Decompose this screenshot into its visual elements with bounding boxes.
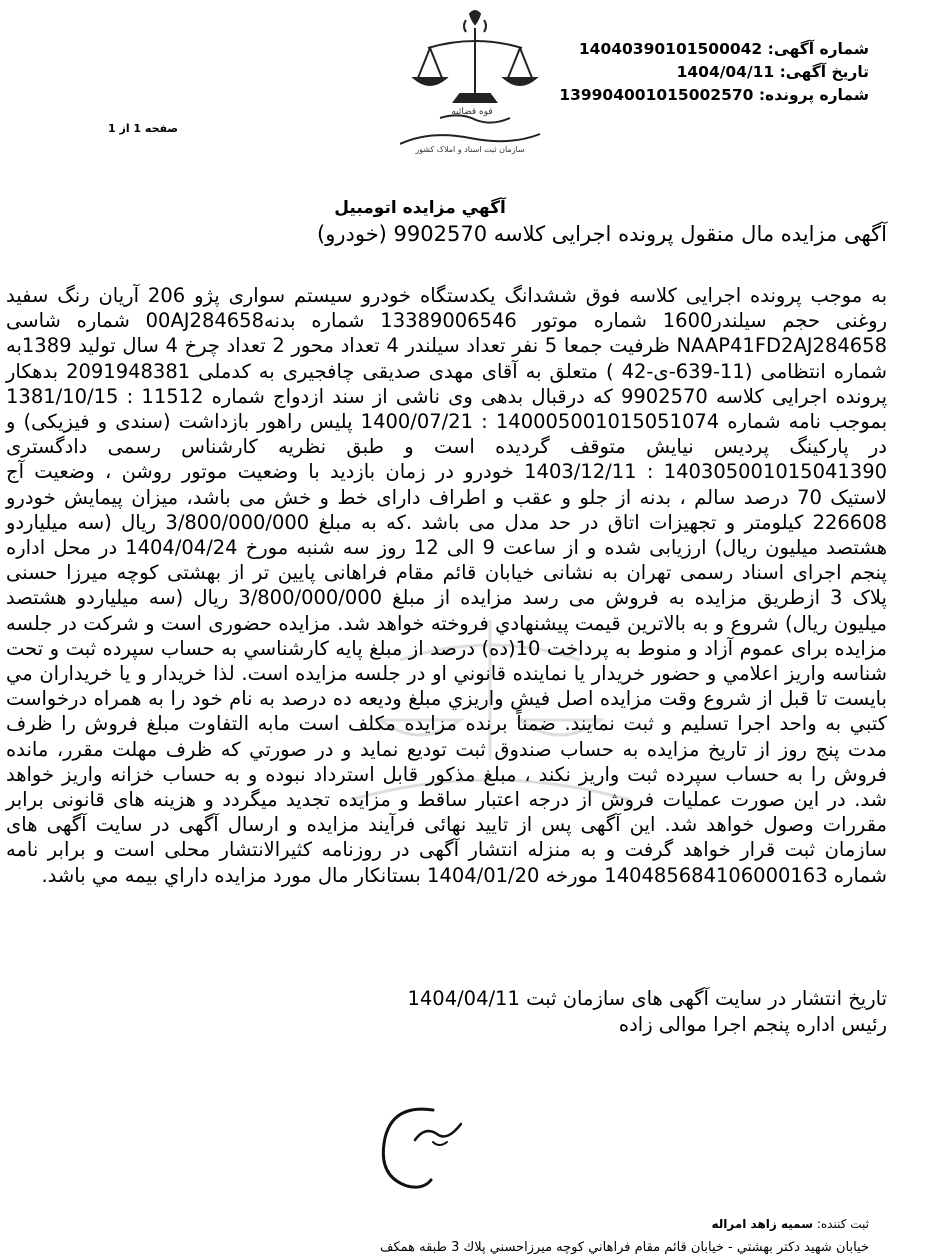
ad-date-label: تاریخ آگهی:: [779, 63, 869, 81]
judiciary-emblem-icon: [400, 6, 550, 156]
emblem-org: سازمان ثبت اسناد و املاک کشور: [415, 145, 525, 154]
page-subtitle: آگهی مزایده مال منقول پرونده اجرایی کلاسه 9902570 (خودرو): [317, 222, 887, 246]
ad-date: 1404/04/11: [676, 63, 775, 81]
publication-date-line: تاریخ انتشار در سایت آگهی های سازمان ثبت 1404/04/11: [407, 987, 887, 1010]
ad-number-label: شماره آگهی:: [767, 40, 869, 58]
case-number-label: شماره پرونده:: [758, 86, 869, 104]
ad-number-line: [579, 40, 869, 58]
registrar-label: ثبت کننده:: [816, 1217, 869, 1231]
ad-number: 14040390101500042: [578, 40, 763, 58]
signature-image: [345, 1080, 495, 1205]
office-address: خيابان شهيد دكتر بهشتي - خيابان قائم مقام فراهاني كوچه ميرزاحسني پلاك 3 طبقه همكف: [379, 1240, 869, 1255]
ad-body-text: به موجب پرونده اجرایی کلاسه فوق ششدانگ یکدستگاه خودرو سیستم سواری پژو 206 آریان رنگ سفید روغنی حجم سیلندر1600 شماره موتور 13389006546 شماره بدنه00AJ284658 شماره شاسی NAAP41FD2AJ284658 ظرفیت جمعا 5 نفر تعداد سیلندر 4 تعداد محور 2 تعداد چرخ 4 سال تولید 1389به شماره انتظامی (11-639-ی-42 ) متعلق به آقای مهدی صدیقی چافجیری به کدملی 2091948381 بدهکار پرونده اجرایی کلاسه 9902570 که درقبال بدهی وی ناشی از سند ازدواج شماره 11512 : 1381/10/15 بموجب نامه شماره 140005001015051074 : 1400/07/21 پلیس راهور بازداشت (سندی و فیزیکی) و در پارکینگ پردیس نیایش متوقف گردیده است و طبق نظریه کارشناس رسمی دادگستری 140305001015041390 : 1403/12/11 خودرو در زمان بازدید با وضعیت موتور روشن ، وضعیت آج لاستیک 70 درصد سالم ، بدنه از جلو و عقب و اطراف دارای خط و خش می باشد، میزان پیمایش خودرو 226608 کیلومتر و تجهیزات اتاق در حد مدل می باشد .که به مبلغ 3/800/000/000 ریال (سه میلیاردو هشتصد میلیون ریال) ارزیابی شده و از ساعت 9 الی 12 روز سه شنبه مورخ 1404/04/24 در محل اداره پنجم اجرای اسناد رسمی تهران به نشانی خیابان قائم مقام فراهانی پایین تر از بهشتی کوچه میرزا حسنی پلاک 3 ازطریق مزایده به فروش می رسد مزایده از مبلغ 3/800/000/000 ریال (سه میلیاردو هشتصد میلیون ریال) شروع و به بالاترین قیمت پیشنهادي فروخته خواهد شد. مزایده حضوری است و شرکت در جلسه مزایده برای عموم آزاد و منوط به پرداخت 10(ده) درصد از مبلغ پایه کارشناسي به حساب سپرده ثبت و تحت شناسه واريز اعلامي و حضور خريدار يا نماينده قانوني او در جلسه مزايده است. لذا خريدار و يا خريداران مي بايست تا قبل از شروع وقت مزايده اصل فيش واريزي مبلغ وديعه ده درصد به نام خود را به همراه درخواست كتبي به واحد اجرا تسليم و ثبت نمايند. ضمناً برنده مزایده مکلف است مابه التفاوت مبلغ فروش را ظرف مدت پنج روز از تاریخ مزایده به حساب صندوق ثبت توديع نمايد و در صورتي كه ظرف مهلت مقرر، مانده فروش را به حساب سپرده ثبت واريز نكند ، مبلغ مذكور قابل استرداد نبوده و به حساب خزانه واريز خواهد شد. در این صورت عملیات فروش از درجه اعتبار ساقط و مزایده تجدید میگردد و هزینه های قانونی برابر مقررات وصول خواهد شد. این آگهی پس از تایید نهائی فرآیند مزایده و ارسال آگهی در سایت آگهی های سازمان ثبت قرار خواهد گرفت و به منزله انتشار آگهی در روزنامه کثیرالانتشار محلی است و برابر نامه شماره 140485684106000163 مورخه 1404/01/20 بستانكار مال مورد مزايده داراي بيمه مي باشد.: [6, 284, 888, 887]
case-number-line: [559, 86, 869, 104]
ad-date-line: [677, 63, 869, 81]
registrar-name: سمیه زاهد امراله: [711, 1217, 814, 1231]
registrar-line: [711, 1217, 869, 1231]
emblem-caption: قوه قضائیه: [451, 107, 493, 117]
page-title: آگهي مزايده اتومبيل: [334, 198, 506, 218]
page-counter: صفحه 1 از 1: [108, 122, 179, 135]
case-number: 139904001015002570: [559, 86, 754, 104]
director-line: رئیس اداره پنجم اجرا موالی زاده: [618, 1013, 887, 1036]
